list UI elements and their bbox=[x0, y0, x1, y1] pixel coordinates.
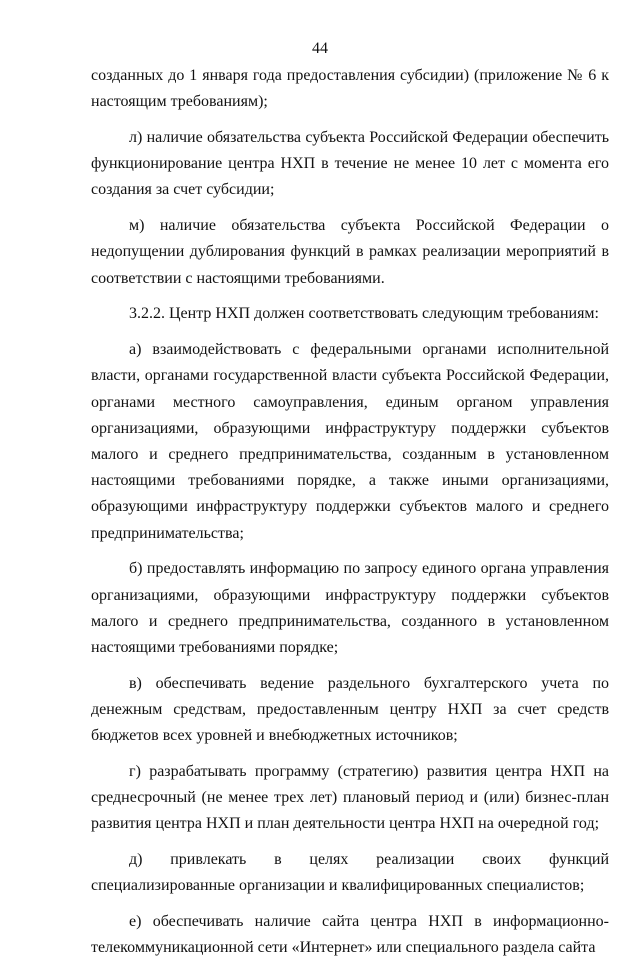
paragraph-section-3-2-2: 3.2.2. Центр НХП должен соответствовать следующим требованиям: bbox=[129, 305, 599, 323]
paragraph-item-b: б) предоставлять информацию по запросу единого органа управления организациями, образующими инфраструктуру поддержки субъектов малого и среднего предпринимательства, созданного в установленном настоящими требованиями порядке; bbox=[91, 560, 609, 657]
paragraph-item-d: д) привлекать в целях реализации своих функций специализированные организации и квалифицированных специалистов; bbox=[91, 851, 609, 895]
paragraph-item-l: л) наличие обязательства субъекта Российской Федерации обеспечить функционирование центра НХП в течение не менее 10 лет с момента его создания за счет субсидии; bbox=[91, 129, 609, 199]
page-number: 44 bbox=[312, 40, 328, 57]
paragraph-item-m: м) наличие обязательства субъекта Российской Федерации о недопущении дублирования функций в рамках реализации мероприятий в соответствии с настоящими требованиями. bbox=[91, 217, 609, 287]
paragraph-continuation: созданных до 1 января года предоставления субсидии) (приложение № 6 к настоящим требованиям); bbox=[91, 67, 609, 111]
paragraph-item-e: е) обеспечивать наличие сайта центра НХП в информационно-телекоммуникационной сети «Интернет» или специального раздела сайта bbox=[91, 913, 609, 957]
paragraph-item-g: г) разрабатывать программу (стратегию) развития центра НХП на среднесрочный (не менее трех лет) плановый период и (или) бизнес-план развития центра НХП и план деятельности центра НХП на очередной год; bbox=[91, 763, 609, 833]
document-body bbox=[91, 63, 609, 971]
paragraph-item-a: а) взаимодействовать с федеральными органами исполнительной власти, органами государственной власти субъекта Российской Федерации, органами местного самоуправления, единым органом управления организациями, образующими инфраструктуру поддержки субъектов малого и среднего предпринимательства, созданным в установленном настоящими требованиями порядке, а также иными организациями, образующими инфраструктуру поддержки субъектов малого и среднего предпринимательства; bbox=[91, 341, 609, 542]
paragraph-item-v: в) обеспечивать ведение раздельного бухгалтерского учета по денежным средствам, предоставленным центру НХП за счет средств бюджетов всех уровней и внебюджетных источников; bbox=[91, 674, 609, 745]
